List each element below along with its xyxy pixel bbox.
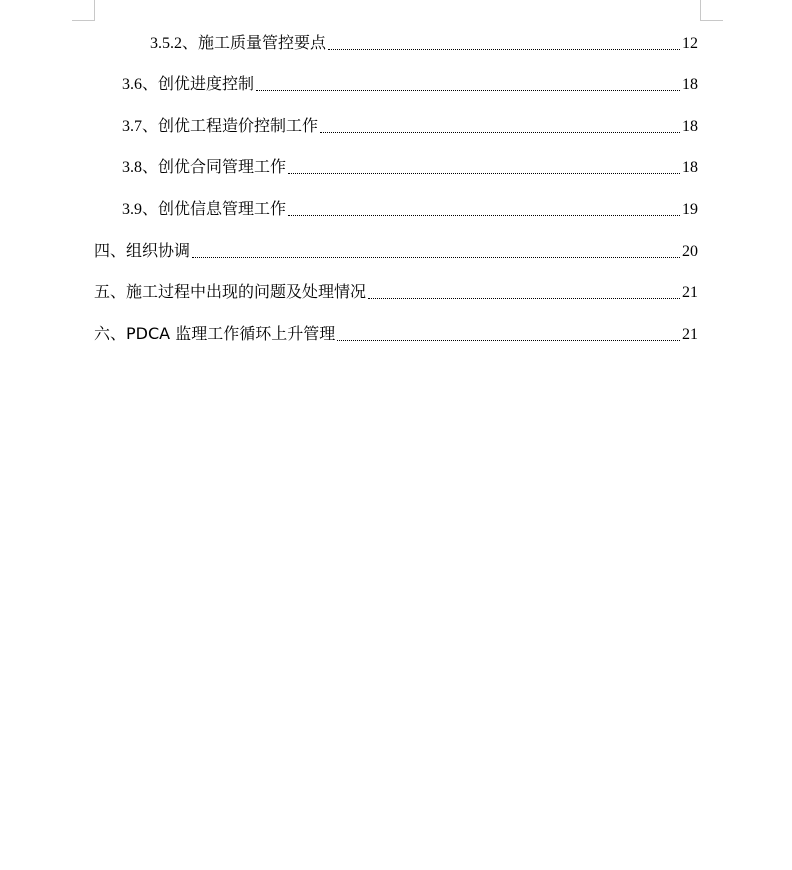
- toc-entry-number: 3.5.2、: [150, 35, 199, 52]
- toc-entry-number: 五、: [94, 284, 127, 301]
- toc-entry[interactable]: [94, 322, 698, 346]
- page-corner-mark-right: [700, 0, 723, 21]
- toc-entry-page: 18: [682, 118, 698, 135]
- toc-entry[interactable]: [122, 197, 698, 221]
- toc-entry-page: 21: [682, 284, 698, 301]
- toc-entry-page: 18: [682, 159, 698, 176]
- toc-entry-page: 20: [682, 243, 698, 260]
- toc-entry[interactable]: [122, 114, 698, 138]
- toc-dot-leader: [328, 48, 680, 50]
- toc-entry-number: 六、: [94, 326, 127, 343]
- toc-entry[interactable]: [150, 31, 698, 55]
- toc-entry-title: 施工过程中出现的问题及处理情况: [126, 282, 367, 301]
- toc-entry-number: 四、: [94, 243, 127, 260]
- toc-dot-leader: [320, 131, 680, 133]
- toc-dot-leader: [337, 339, 680, 341]
- toc-dot-leader: [256, 89, 680, 91]
- toc-entry-title: 创优合同管理工作: [158, 157, 287, 176]
- toc-entry-title: 创优工程造价控制工作: [158, 116, 319, 135]
- toc-entry[interactable]: [122, 72, 698, 96]
- toc-entry-title: 创优进度控制: [158, 74, 255, 93]
- toc-dot-leader: [288, 172, 680, 174]
- toc-dot-leader: [288, 214, 680, 216]
- toc-entry-title: PDCA 监理工作循环上升管理: [126, 324, 336, 343]
- toc-entry-number: 3.7、: [122, 118, 159, 135]
- toc-entry[interactable]: [122, 155, 698, 179]
- toc-dot-leader: [192, 256, 680, 258]
- toc-entry[interactable]: [94, 239, 698, 263]
- toc-entry-page: 12: [682, 35, 698, 52]
- toc-entry-page: 18: [682, 76, 698, 93]
- toc-entry-title: 创优信息管理工作: [158, 199, 287, 218]
- toc-entry-number: 3.9、: [122, 201, 159, 218]
- toc-entry-page: 21: [682, 326, 698, 343]
- toc-entry-title: 施工质量管控要点: [198, 33, 327, 52]
- toc-entry-title: 组织协调: [126, 241, 191, 260]
- toc-entry-page: 19: [682, 201, 698, 218]
- toc-entry-number: 3.8、: [122, 159, 159, 176]
- toc-entry[interactable]: [94, 280, 698, 304]
- toc-entry-number: 3.6、: [122, 76, 159, 93]
- toc-dot-leader: [368, 297, 680, 299]
- page-corner-mark-left: [72, 0, 95, 21]
